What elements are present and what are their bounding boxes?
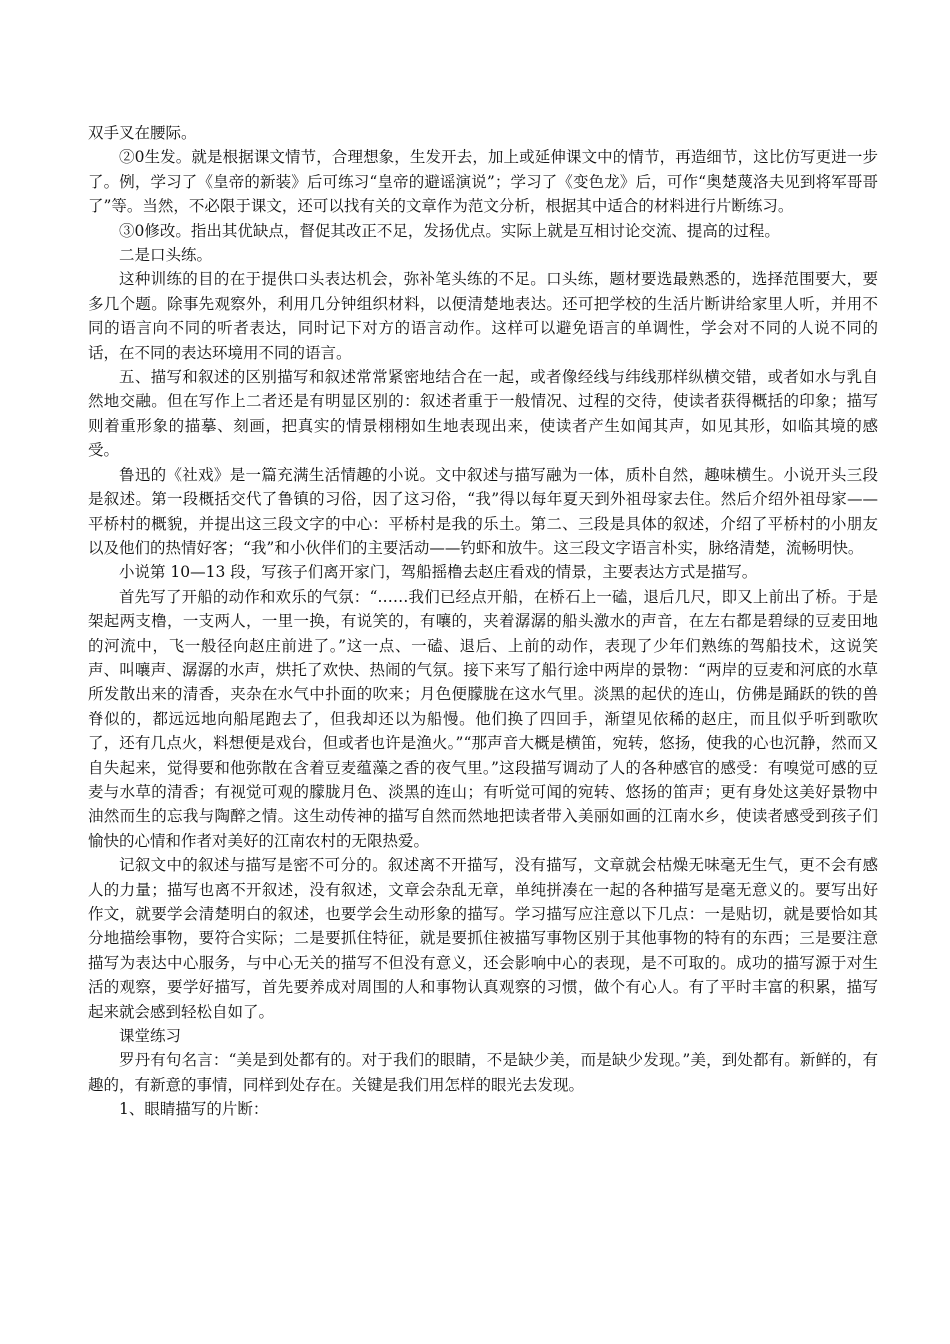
paragraph: 鲁迅的《社戏》是一篇充满生活情趣的小说。文中叙述与描写融为一体，质朴自然，趣味横生。小说开头三段是叙述。第一段概括交代了鲁镇的习俗，因了这习俗，“我”得以每年夏天到外祖母家去住。然后介绍外祖母家——平桥村的概貌，并提出这三段文字的中心：平桥村是我的乐土。第二、三段是具体的叙述，介绍了平桥村的小朋友以及他们的热情好客；“我”和小伙伴们的主要活动——钓虾和放牛。这三段文字语言朴实，脉络清楚，流畅明快。 [88,465,878,557]
paragraph: ③0修改。指出其优缺点，督促其改正不足，发扬优点。实际上就是互相讨论交流、提高的过程。 [119,221,780,240]
document-body [88,121,878,1122]
paragraph: 记叙文中的叙述与描写是密不可分的。叙述离不开描写，没有描写，文章就会枯燥无味毫无生气，更不会有感人的力量；描写也离不开叙述，没有叙述，文章会杂乱无章，单纯拼凑在一起的各种描写是毫无意义的。要写出好作文，就要学会清楚明白的叙述，也要学会生动形象的描写。学习描写应注意以下几点：一是贴切，就是要恰如其分地描绘事物，要符合实际；二是要抓住特征，就是要抓住被描写事物区别于其他事物的特有的东西；三是要注意描写为表达中心服务，与中心无关的描写不但没有意义，还会影响中心的表现，是不可取的。成功的描写源于对生活的观察，要学好描写，首先要养成对周围的人和事物认真观察的习惯，做个有心人。有了平时丰富的积累，描写起来就会感到轻松自如了。 [88,856,878,1021]
paragraph: 这种训练的目的在于提供口头表达机会，弥补笔头练的不足。口头练，题材要选最熟悉的，选择范围要大，要多几个题。除事先观察外，利用几分钟组织材料，以便清楚地表达。还可把学校的生活片断讲给家里人听，并用不同的语言向不同的听者表达，同时记下对方的语言动作。这样可以避免语言的单调性，学会对不同的人说不同的话，在不同的表达环境用不同的语言。 [88,270,878,362]
paragraph: 双手叉在腰际。 [88,124,197,142]
paragraph: 小说第 10—13 段，写孩子们离开家门，驾船摇橹去赵庄看戏的情景，主要表达方式是描写。 [119,563,758,582]
paragraph: 二是口头练。 [119,246,213,265]
paragraph: 罗丹有句名言：“美是到处都有的。对于我们的眼睛，不是缺少美，而是缺少发现。”美，到处都有。新鲜的，有趣的，有新意的事情，同样到处存在。关键是我们用怎样的眼光去发现。 [88,1051,878,1094]
paragraph: 五、描写和叙述的区别描写和叙述常常紧密地结合在一起，或者像经线与纬线那样纵横交错，或者如水与乳自然地交融。但在写作上二者还是有明显区别的：叙述者重于一般情况、过程的交待，使读者获得概括的印象；描写则着重形象的描摹、刻画，把真实的情景栩栩如生地表现出来，使读者产生如闻其声，如见其形，如临其境的感受。 [88,368,878,460]
paragraph: ②0生发。就是根据课文情节，合理想象，生发开去，加上或延伸课文中的情节，再造细节，这比仿写更进一步了。例，学习了《皇帝的新装》后可练习“皇帝的避谣演说”；学习了《变色龙》后，可作“奥楚蔑洛夫见到将军哥哥了”等。当然，不必限于课文，还可以找有关的文章作为范文分析，根据其中适合的材料进行片断练习。 [88,148,878,216]
paragraph: 1、眼睛描写的片断： [119,1100,269,1119]
section-heading: 课堂练习 [119,1027,182,1046]
paragraph: 首先写了开船的动作和欢乐的气氛：“……我们已经点开船，在桥石上一磕，退后几尺，即又上前出了桥。于是架起两支橹，一支两人，一里一换，有说笑的，有嚷的，夹着潺潺的船头激水的声音，在左右都是碧绿的豆麦田地的河流中，飞一般径向赵庄前进了。”这一点、一磕、退后、上前的动作，表现了少年们熟练的驾船技术，这说笑声、叫嚷声、潺潺的水声，烘托了欢快、热闹的气氛。接下来写了船行途中两岸的景物：“两岸的豆麦和河底的水草所发散出来的清香，夹杂在水气中扑面的吹来；月色便朦胧在这水气里。淡黑的起伏的连山，仿佛是踊跃的铁的兽脊似的，都远远地向船尾跑去了，但我却还以为船慢。他们换了四回手，渐望见依稀的赵庄，而且似乎听到歌吹了，还有几点火，料想便是戏台，但或者也许是渔火。”“那声音大概是横笛，宛转，悠扬，使我的心也沉静，然而又自失起来，觉得要和他弥散在含着豆麦蕴藻之香的夜气里。”这段描写调动了人的各种感官的感受：有嗅觉可感的豆麦与水草的清香；有视觉可观的朦胧月色、淡黑的连山；有听觉可闻的宛转、悠扬的笛声；更有身处这美好景物中油然而生的忘我与陶醉之情。这生动传神的描写自然而然地把读者带入美丽如画的江南水乡，使读者感受到孩子们愉快的心情和作者对美好的江南农村的无限热爱。 [88,587,878,850]
